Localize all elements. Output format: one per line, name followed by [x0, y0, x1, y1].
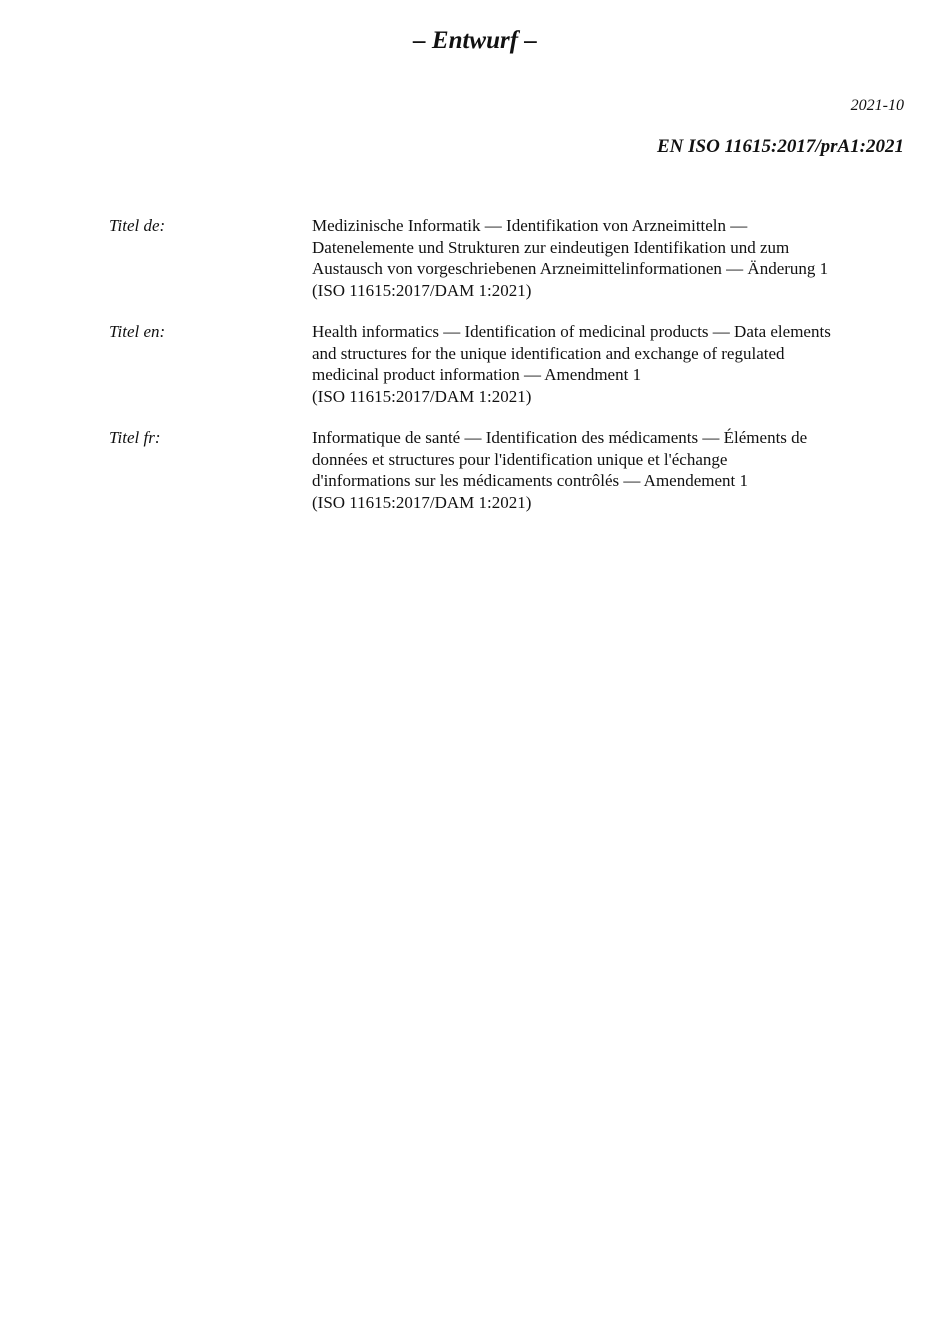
title-line: (ISO 11615:2017/DAM 1:2021)	[312, 386, 532, 406]
title-line: Austausch von vorgeschriebenen Arzneimittelinformationen — Änderung 1	[312, 259, 829, 278]
title-label-en: Titel en:	[109, 322, 166, 341]
title-text-fr	[312, 427, 905, 513]
title-label-fr: Titel fr:	[109, 428, 161, 447]
document-id: EN ISO 11615:2017/prA1:2021	[656, 136, 904, 157]
title-line: medicinal product information — Amendment 1	[312, 365, 642, 384]
draft-heading: – Entwurf –	[413, 27, 537, 54]
title-row-en	[109, 321, 905, 407]
title-text-en	[312, 321, 905, 407]
title-line: Informatique de santé — Identification des médicaments — Éléments de	[312, 428, 808, 447]
title-line: and structures for the unique identification and exchange of regulated	[312, 343, 785, 363]
title-row-de	[109, 215, 905, 301]
title-line: (ISO 11615:2017/DAM 1:2021)	[312, 280, 532, 300]
title-text-de	[312, 215, 905, 301]
title-line: Medizinische Informatik — Identifikation von Arzneimitteln —	[312, 216, 748, 235]
title-label-de: Titel de:	[109, 216, 166, 235]
document-date: 2021-10	[850, 97, 904, 114]
title-line: Health informatics — Identification of medicinal products — Data elements	[312, 322, 831, 341]
titles-section	[109, 215, 905, 533]
title-row-fr	[109, 427, 905, 513]
title-line: données et structures pour l'identification unique et l'échange	[312, 449, 728, 469]
title-line: (ISO 11615:2017/DAM 1:2021)	[312, 492, 532, 512]
title-line: Datenelemente und Strukturen zur eindeutigen Identifikation und zum	[312, 237, 790, 257]
title-line: d'informations sur les médicaments contrôlés — Amendement 1	[312, 471, 748, 490]
